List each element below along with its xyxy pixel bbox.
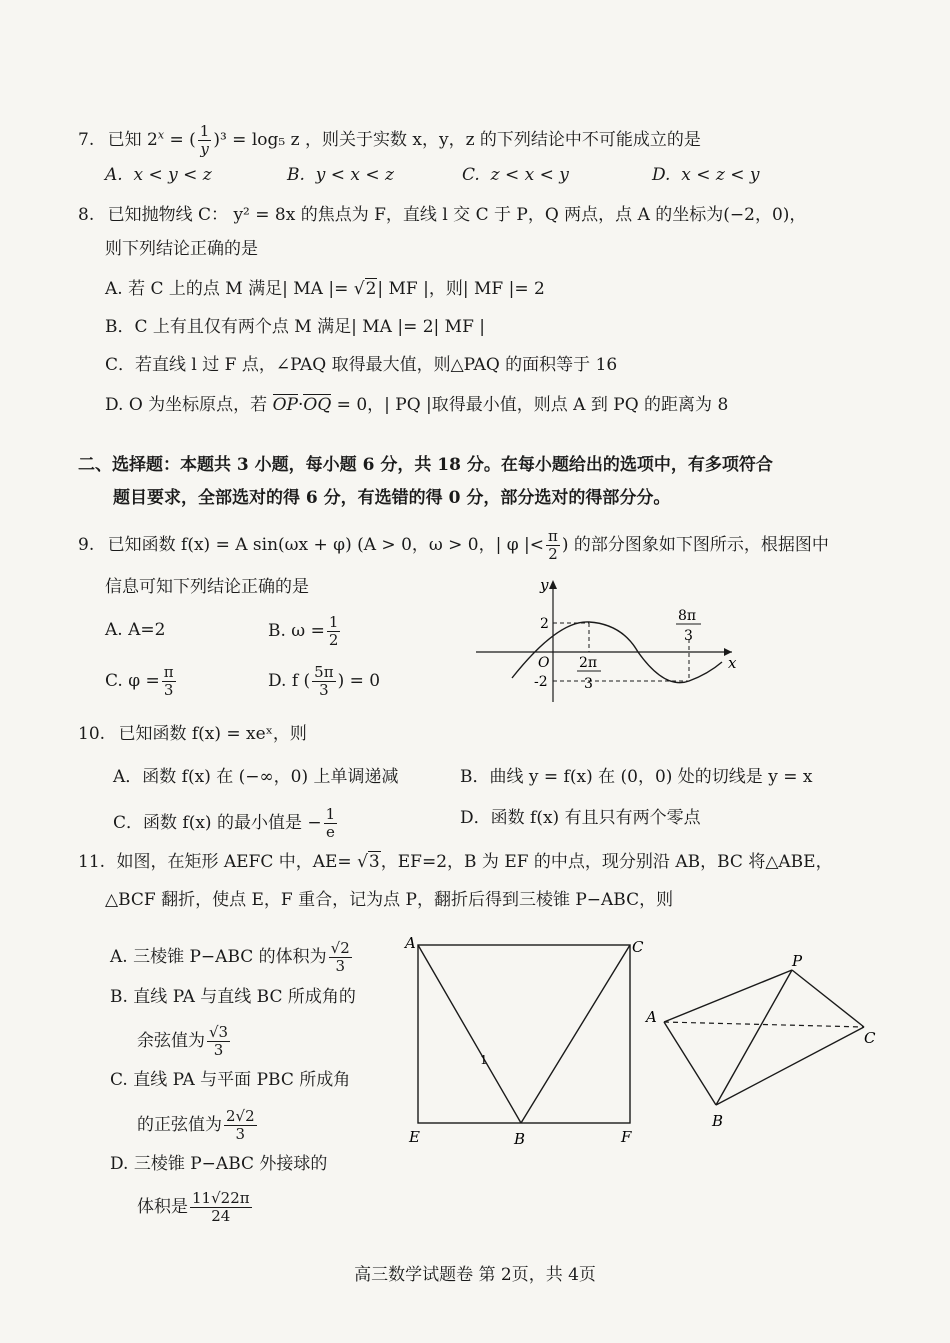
- q11-number: 11.: [78, 852, 106, 872]
- label-a: A: [405, 934, 416, 952]
- edge-ac-hidden: [664, 1022, 864, 1027]
- label-a2: A: [646, 1008, 657, 1026]
- q11-option-b-line2: 余弦值为 $\frac{√3}{3}$: [137, 1023, 229, 1059]
- q8-number: 8.: [78, 205, 95, 225]
- q9-sine-graph: [470, 570, 750, 710]
- q11-rectangle-figure: [400, 930, 660, 1155]
- x1-num-label: 2π: [579, 655, 598, 671]
- q8-stem-line1: 8. 已知抛物线 C： y² = 8x 的焦点为 F，直线 l 交 C 于 P，Q 两点，点 A 的坐标为(−2，0)，: [78, 205, 807, 225]
- segment-bc: [521, 945, 630, 1123]
- x2-den-label: 3: [684, 628, 693, 644]
- tick-mark: 1: [480, 1053, 488, 1067]
- edge-pa: [664, 970, 792, 1022]
- q7-lead: 已知: [107, 130, 142, 150]
- q10-option-a: A．函数 f(x) 在 (−∞，0) 上单调递减: [113, 767, 399, 787]
- x2-num-label: 8π: [678, 608, 697, 624]
- origin-label: O: [538, 655, 550, 671]
- q9-option-b: B. ω = $\frac{1}{2}$: [268, 613, 339, 649]
- q10-option-c: C．函数 f(x) 的最小值是 − $\frac{1}{e}$: [113, 805, 336, 841]
- q10-option-d: D．函数 f(x) 有且只有两个零点: [460, 808, 701, 828]
- edge-ab: [664, 1022, 716, 1105]
- q11-option-d-line2: 体积是 $\frac{11√22\pi}{24}$: [137, 1189, 250, 1225]
- section2-heading-line1: 二、选择题：本题共 3 小题，每小题 6 分，共 18 分。在每小题给出的选项中，有多项符合: [78, 455, 773, 475]
- y-axis-label: y: [540, 576, 549, 594]
- q7-eq-mid: = (: [169, 130, 196, 150]
- q7-fraction: $\frac{1}{y}$: [199, 122, 210, 158]
- q7-rest: ，则关于实数 x，y，z 的下列结论中不可能成立的是: [304, 130, 701, 150]
- label-b2: B: [712, 1112, 724, 1130]
- y-min-label: -2: [534, 674, 548, 690]
- y-max-label: 2: [540, 616, 549, 632]
- label-e: E: [409, 1128, 420, 1146]
- q8-option-a: A. 若 C 上的点 M 满足| MA |= √2| MF |，则| MF |= 2: [105, 279, 545, 299]
- q11-option-c-line2: 的正弦值为 $\frac{2√2}{3}$: [137, 1107, 255, 1143]
- q8-option-d: D. O 为坐标原点，若 OP·OQ = 0，| PQ |取得最小值，则点 A 到 PQ 的距离为 8: [105, 395, 729, 415]
- x1-den-label: 3: [584, 676, 593, 692]
- x-axis-label: x: [728, 654, 737, 672]
- q11-stem-line1: 11. 如图，在矩形 AEFC 中，AE= √3，EF=2，B 为 EF 的中点，现分别沿 AB，BC 将△ABE，: [78, 852, 833, 872]
- q11-option-a: A. 三棱锥 P−ABC 的体积为 $\frac{√2}{3}$: [110, 939, 350, 975]
- q9-option-a: A. A=2: [105, 620, 166, 640]
- q7-option-a: A. x < y < z: [105, 165, 212, 185]
- section2-heading-line2: 题目要求，全部选对的得 6 分，有选错的得 0 分，部分选对的得部分分。: [113, 488, 671, 508]
- q9-number: 9.: [78, 535, 95, 555]
- segment-ab: [418, 945, 521, 1123]
- label-p: P: [792, 952, 803, 970]
- edge-pc: [792, 970, 864, 1027]
- q7-base: 2$^x$: [147, 128, 165, 150]
- label-c: C: [632, 938, 644, 956]
- q9-stem-line2: 信息可知下列结论正确的是: [105, 577, 309, 597]
- q11-option-b-line1: B. 直线 PA 与直线 BC 所成角的: [110, 987, 356, 1007]
- q10-number: 10.: [78, 724, 106, 744]
- q10-option-b: B．曲线 y = f(x) 在 (0，0) 处的切线是 y = x: [460, 767, 813, 787]
- q7-option-d: D. x < z < y: [652, 165, 760, 185]
- y-axis-arrow: [549, 580, 557, 589]
- q9-option-c: C. φ = $\frac{\pi}{3}$: [105, 663, 174, 699]
- q7-option-b: B. y < x < z: [287, 165, 394, 185]
- q11-option-c-line1: C. 直线 PA 与平面 PBC 所成角: [110, 1070, 351, 1090]
- rectangle-aefc: [418, 945, 630, 1123]
- page-footer: 高三数学试题卷 第 2页，共 4页: [354, 1265, 596, 1285]
- label-c2: C: [864, 1029, 876, 1047]
- label-f: F: [621, 1128, 632, 1146]
- q11-stem-line2: △BCF 翻折，使点 E，F 重合，记为点 P，翻折后得到三棱锥 P−ABC，则: [105, 890, 674, 910]
- q9-option-d: D. f ( $\frac{5\pi}{3}$ ) = 0: [268, 663, 381, 699]
- q7-stem: [78, 123, 701, 158]
- q8-option-b: B．C 上有且仅有两个点 M 满足| MA |= 2| MF |: [105, 317, 485, 337]
- q7-number: 7.: [78, 130, 95, 150]
- label-b: B: [514, 1130, 526, 1148]
- q7-option-c: C. z < x < y: [462, 165, 569, 185]
- q7-eq-tail: )³ = log₅ z: [213, 130, 300, 150]
- q9-stem: 9. 已知函数 f(x) = A sin(ωx + φ) (A > 0，ω > 0，| φ |< $\frac{\pi}{2}$ ) 的部分图象如下图所示，根据图中: [78, 527, 829, 563]
- q8-stem-line2: 则下列结论正确的是: [105, 239, 258, 259]
- q11-option-d-line1: D. 三棱锥 P−ABC 外接球的: [110, 1154, 328, 1174]
- q11-pyramid-figure: [640, 945, 890, 1135]
- q8-option-c: C．若直线 l 过 F 点，∠PAQ 取得最大值，则△PAQ 的面积等于 16: [105, 355, 618, 375]
- q10-stem: 10. 已知函数 f(x) = xeˣ，则: [78, 724, 307, 744]
